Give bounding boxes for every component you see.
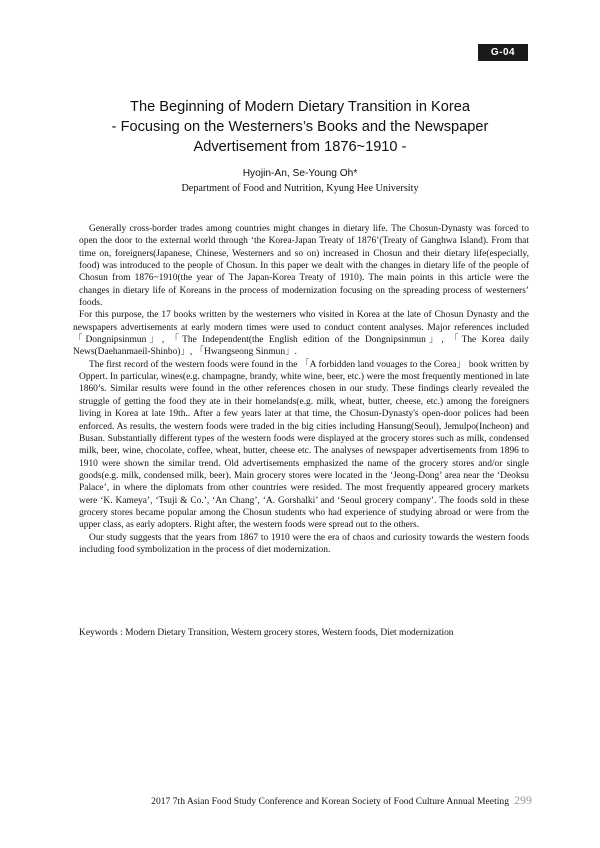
title-line: The Beginning of Modern Dietary Transition in Korea xyxy=(130,99,470,115)
affiliation: Department of Food and Nutrition, Kyung Hee University xyxy=(181,183,419,194)
session-badge: G-04 xyxy=(478,44,528,61)
abstract-paragraph: For this purpose, the 17 books written by the westerners who visited in Korea at the late of Chosun Dynasty and the newspapers advertisements at early modern times were used to conduct content analyses. Major references included 「Dongnipsinmun」, 「The Independent(the English edition of the Dongnipsinmun」, 「The Korea daily News(Daehanmaeil-Shinbo)」, 「Hwangseong Sinmun」. xyxy=(73,310,529,358)
paper-title xyxy=(60,97,540,157)
page-footer xyxy=(40,793,532,809)
abstract-paragraph: The first record of the western foods were found in the 「A forbidden land vouages to the Corea」 book written by Oppert. In particular, wines(e.g. champagne, brandy, white wine, beer, etc.) were the most frequently mentioned in late 1860’s. Similar results were found in the other references chosen in our study. These findings clearly revealed the struggle of getting the food they ate in their homelands(e.g. milk, wheat, butter, cheese, etc.) among the foreigners living in Korea at late 19th.. After a few years later at that time, the Chosun-Dynasty's open-door polices had been enforced. As results, the western foods were traded in the big cities including Hansung(Seoul), Jemulpo(Incheon) and Busan. Substantially different types of the western foods were displayed at the grocery stores such as milk, condensed milk, beer, wine, chocolate, coffee, wheat, butter, cheese etc. The analyses of newspaper advertisements from 1896 to 1910 were shown the similar trend. Old advertisements emphasized the name of the grocery stores and/or single goods(e.g. milk, condensed milk, beer). Main grocery stores were located in the ‘Jeong-Dong’ area near the ‘Deoksu Palace’, in where the diplomats from other countries were resided. The most frequently appeared grocery markets were ‘K. Kameya’, ‘Tsuji & Co.’, ‘An Chang’, ‘A. Gorshalki’ and ‘Seoul grocery company’. The foods sold in these grocery stores became popular among the Chosun students who had experience of studying abroad or were from the upper class, as early adopters. Right after, the western foods were spread out to the others. xyxy=(79,359,529,531)
abstract-paragraph: Our study suggests that the years from 1867 to 1910 were the era of chaos and curiosity towards the western foods including food symbolization in the process of diet modernization. xyxy=(79,532,529,555)
title-line: Advertisement from 1876~1910 - xyxy=(193,139,407,155)
keywords: Keywords : Modern Dietary Transition, Western grocery stores, Western foods, Diet modernization xyxy=(79,628,454,638)
conference-name: 2017 7th Asian Food Study Conference and Korean Society of Food Culture Annual Meeting xyxy=(151,796,509,807)
page-number: 299 xyxy=(514,793,532,807)
title-line: - Focusing on the Westerners’s Books and the Newspaper xyxy=(111,119,489,135)
authors: Hyojin-An, Se-Young Oh* xyxy=(242,168,358,179)
abstract-body xyxy=(73,223,529,556)
abstract-paragraph: Generally cross-border trades among countries might changes in dietary life. The Chosun-Dynasty was forced to open the door to the external world through ‘the Korea-Japan Treaty of 1876’(Treaty of Ganghwa Island). From that time on, foreigners(Japanese, Chinese, Westerners and so on) increased in Chosun and their dietary life(especially, food) was introduced to the people of Chosun. In this paper we dealt with the changes in dietary life of the people of Chosun from 1876~1910(the year of The Japan-Korea Treaty of 1910). The main points in this article were the changes in dietary life of Koreans in the process of modernization focusing on the spreading process of westerners’ foods. xyxy=(79,224,529,309)
